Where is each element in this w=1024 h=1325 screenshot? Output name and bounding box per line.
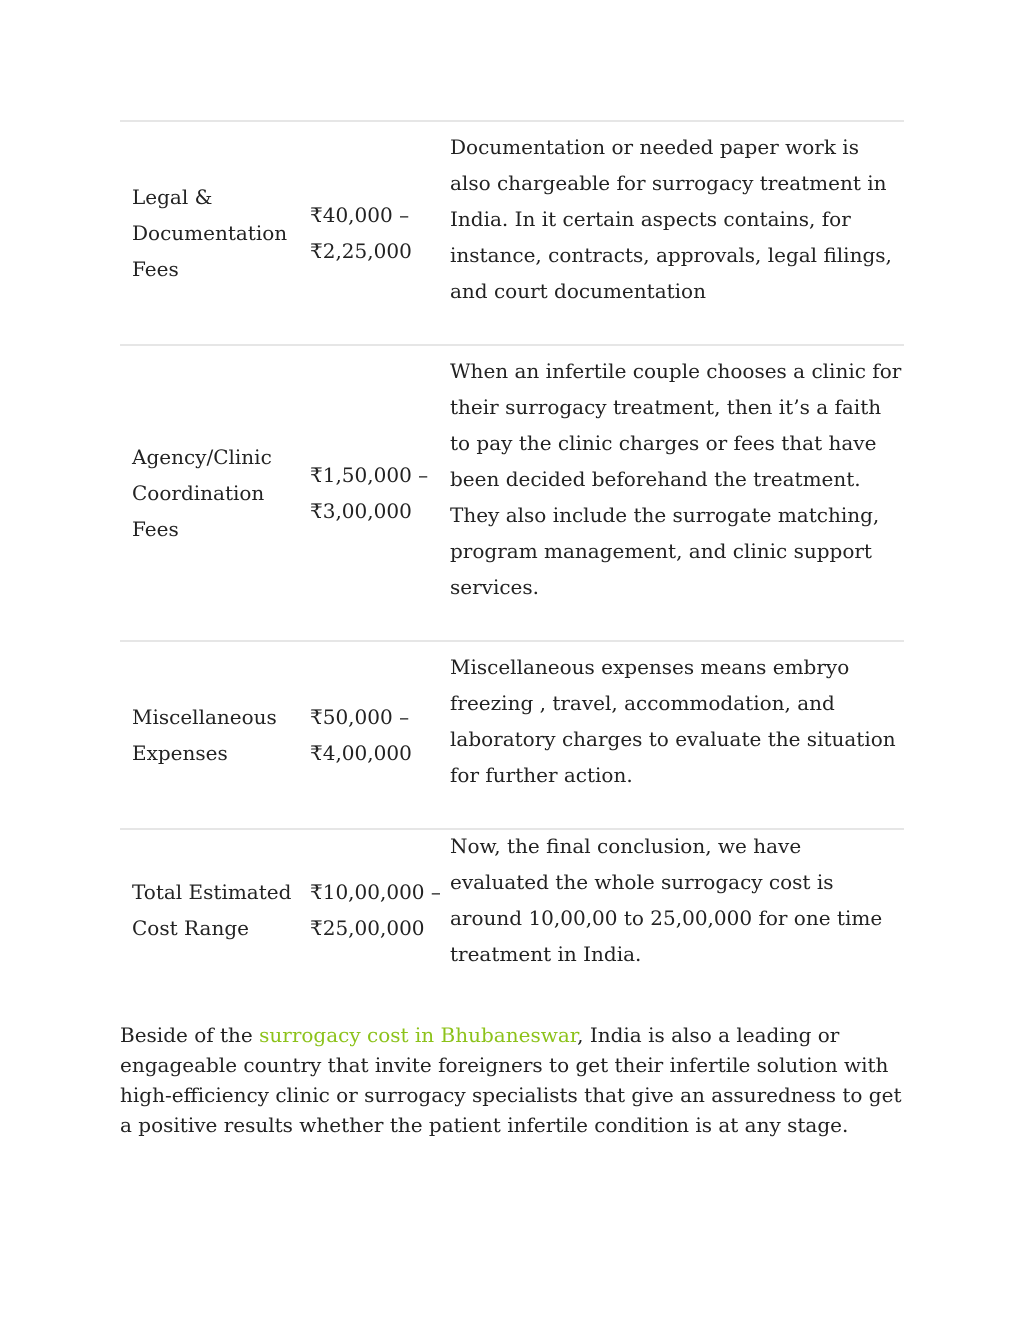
category-cell	[120, 829, 310, 990]
category-label: Agency/Clinic Coordination Fees	[132, 445, 272, 541]
paragraph-text-after: , India is also a leading or engageable country that invite foreigners to get their infertile solution with high-efficiency clinic or surrogacy specialists that give an assuredness to get a positive results whether the patient infertile condition is at any stage.	[120, 1023, 902, 1137]
cost-cell	[310, 345, 450, 641]
cost-range: ₹50,000 – ₹4,00,000	[310, 705, 412, 765]
cost-cell	[310, 121, 450, 345]
table-row	[120, 829, 904, 990]
cost-cell	[310, 641, 450, 829]
document-page	[120, 120, 904, 1160]
description-cell	[450, 121, 904, 345]
category-label: Total Estimated Cost Range	[132, 880, 292, 940]
table-row	[120, 641, 904, 829]
cost-range: ₹40,000 – ₹2,25,000	[310, 203, 412, 263]
table-row	[120, 121, 904, 345]
category-label: Legal & Documentation Fees	[132, 185, 288, 281]
cost-description: Miscellaneous expenses means embryo freezing , travel, accommodation, and laboratory charges to evaluate the situation for further action.	[450, 655, 896, 787]
category-cell	[120, 345, 310, 641]
cost-description: When an infertile couple chooses a clinic for their surrogacy treatment, then it’s a faith to pay the clinic charges or fees that have been decided beforehand the treatment. They also include the surrogate matching, program management, and clinic support services.	[450, 359, 902, 599]
cost-cell	[310, 829, 450, 990]
description-cell	[450, 829, 904, 990]
category-cell	[120, 641, 310, 829]
cost-description: Now, the final conclusion, we have evaluated the whole surrogacy cost is around 10,00,00 to 25,00,000 for one time treatment in India.	[450, 834, 883, 966]
cost-description: Documentation or needed paper work is also chargeable for surrogacy treatment in India. In it certain aspects contains, for instance, contracts, approvals, legal filings, and court documentation	[450, 135, 892, 303]
paragraph-text-before: Beside of the	[120, 1023, 260, 1047]
table-row	[120, 345, 904, 641]
category-label: Miscellaneous Expenses	[132, 705, 277, 765]
description-cell	[450, 641, 904, 829]
description-cell	[450, 345, 904, 641]
cost-range: ₹1,50,000 – ₹3,00,000	[310, 463, 429, 523]
cost-range: ₹10,00,000 – ₹25,00,000	[310, 880, 441, 940]
surrogacy-cost-table	[120, 120, 904, 990]
surrogacy-cost-link[interactable]: surrogacy cost in Bhubaneswar	[259, 1023, 578, 1047]
category-cell	[120, 121, 310, 345]
body-paragraph	[120, 1020, 904, 1140]
